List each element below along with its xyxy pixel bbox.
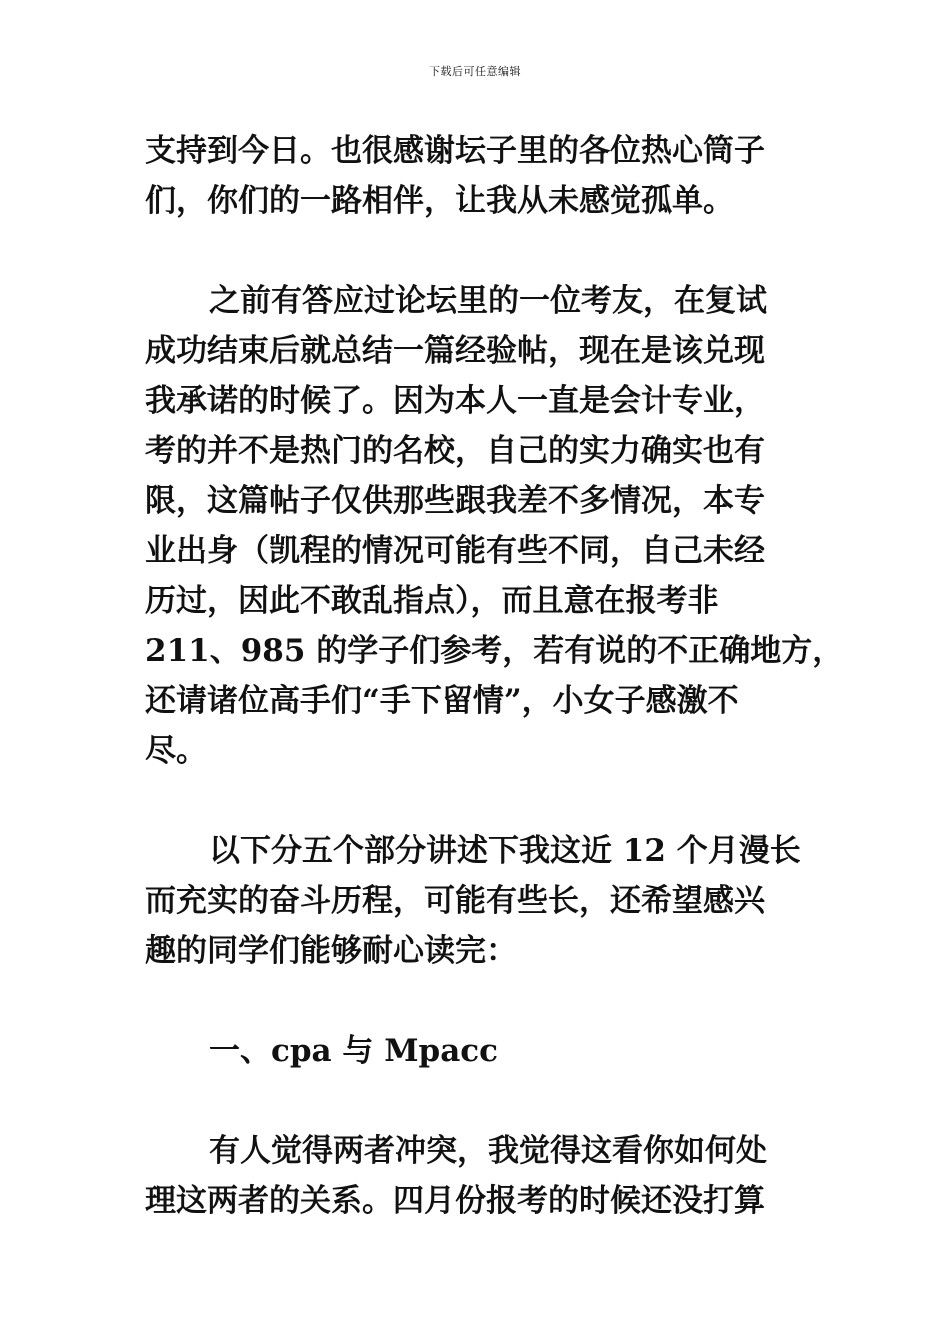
text-line: 们，你们的一路相伴，让我从未感觉孤单。 — [145, 183, 734, 219]
text-line: 而充实的奋斗历程，可能有些长，还希望感兴 — [145, 883, 765, 919]
text-line: 成功结束后就总结一篇经验帖，现在是该兑现 — [145, 333, 765, 369]
section-heading — [145, 1026, 825, 1076]
section-title: 一、cpa 与 Mpacc — [209, 1033, 499, 1069]
text-line: 历过，因此不敢乱指点），而且意在报考非 — [145, 583, 719, 619]
text-line: 考的并不是热门的名校，自己的实力确实也有 — [145, 433, 765, 469]
paragraph-gap — [145, 1076, 825, 1126]
text-line: 还请诸位高手们“手下留情”，小女子感激不 — [145, 683, 739, 719]
paragraph-promise — [145, 276, 844, 776]
text-line: 我承诺的时候了。因为本人一直是会计专业， — [145, 383, 765, 419]
text-line: 以下分五个部分讲述下我这近 12 个月漫长 — [209, 833, 801, 869]
text-line: 211、985 的学子们参考，若有说的不正确地方， — [145, 633, 844, 669]
text-line: 支持到今日。也很感谢坛子里的各位热心筒子 — [145, 133, 765, 169]
paragraph-thanks — [145, 126, 825, 226]
text-line: 尽。 — [145, 733, 207, 769]
paragraph-outline — [145, 826, 825, 976]
paragraph-cpa — [145, 1126, 825, 1226]
text-line: 限，这篇帖子仅供那些跟我差不多情况，本专 — [145, 483, 765, 519]
text-line: 理这两者的关系。四月份报考的时候还没打算 — [145, 1183, 765, 1219]
text-line: 趣的同学们能够耐心读完： — [145, 933, 517, 969]
paragraph-gap — [145, 976, 825, 1026]
document-body — [145, 126, 844, 1226]
page-header: 下载后可任意编辑 — [429, 65, 521, 78]
text-line: 有人觉得两者冲突，我觉得这看你如何处 — [209, 1133, 767, 1169]
paragraph-gap — [145, 776, 825, 826]
text-line: 之前有答应过论坛里的一位考友，在复试 — [209, 283, 767, 319]
paragraph-gap — [145, 226, 825, 276]
text-line: 业出身（凯程的情况可能有些不同，自己未经 — [145, 533, 765, 569]
